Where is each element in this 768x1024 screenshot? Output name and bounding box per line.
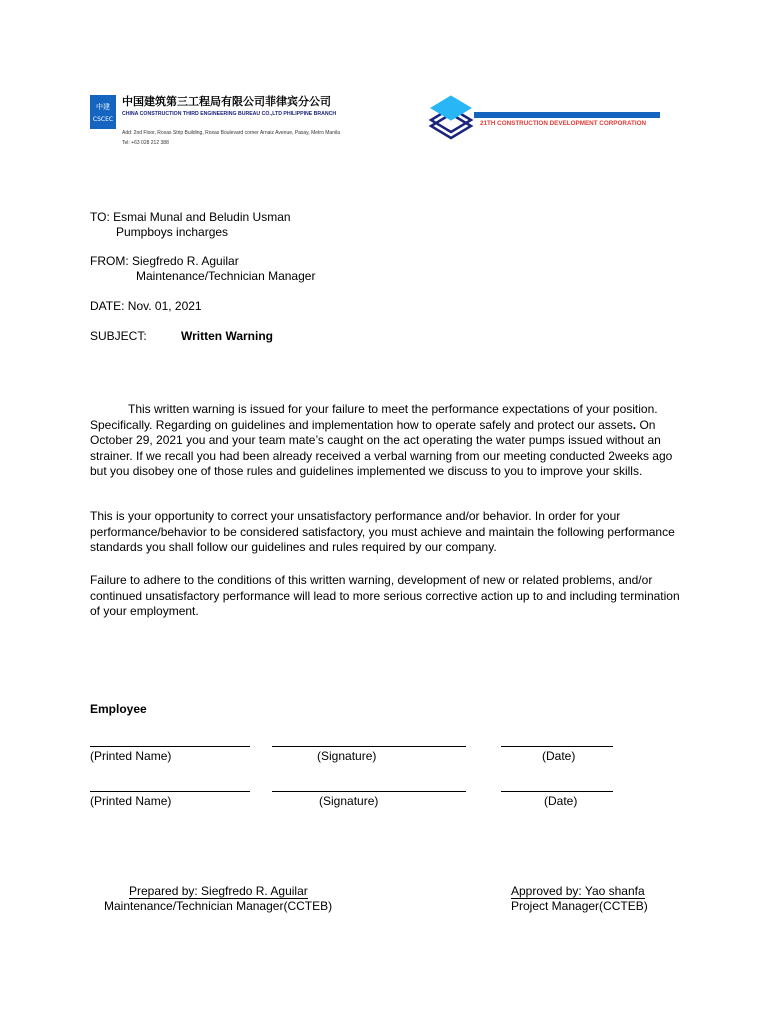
company-cn-title: 中国建筑第三工程局有限公司菲律宾分公司 [122,96,331,108]
subject-value: Written Warning [181,329,273,343]
approved-by [511,883,645,899]
to-role: Pumpboys incharges [116,225,229,239]
printed-name-label-2: (Printed Name) [90,794,172,808]
printed-name-line-1 [90,746,250,747]
company-tel: Tel: +63 028 212 388 [122,140,169,146]
approved-role: Project Manager(CCTEB) [511,899,648,913]
subject-label: SUBJECT: [90,329,147,343]
date-line-1 [501,746,613,747]
prepared-by [129,883,308,899]
date-label-2: (Date) [544,794,578,808]
signature-line-1 [272,746,466,747]
date-label-1: (Date) [542,749,576,763]
company-en-title: CHINA CONSTRUCTION THIRD ENGINEERING BUREAU CO.,LTD PHILIPPINE BRANCH [122,111,337,117]
svg-text:中建: 中建 [96,103,110,111]
date-line: DATE: Nov. 01, 2021 [90,299,202,313]
employee-section-title: Employee [90,702,147,716]
body-paragraph-3: Failure to adhere to the conditions of this written warning, development of new or related problems, and/or continued unsatisfactory performance will lead to more serious corrective action up to and including termination of your employment. [90,573,680,618]
prepared-role: Maintenance/Technician Manager(CCTEB) [104,899,333,913]
prepared-by-text: Prepared by: Siegfredo R. Aguilar [129,884,308,898]
body-paragraph-1 [90,402,690,480]
printed-name-line-2 [90,791,250,792]
company-address: Add: 2nd Floor, Roxas Strip Building, Roxas Boulevard corner Arnaiz Avenue, Pasay, Metro Manila [122,130,340,136]
signature-line-2 [272,791,466,792]
from-role: Maintenance/Technician Manager [136,269,316,283]
signature-label-2: (Signature) [319,794,379,808]
signature-label-1: (Signature) [317,749,377,763]
to-line: TO: Esmai Munal and Beludin Usman [90,210,291,224]
svg-text:CSCEC: CSCEC [92,116,114,123]
from-line: FROM: Siegfredo R. Aguilar [90,254,239,268]
body-paragraph-1-text: This written warning is issued for your failure to meet the performance expectations of your position. Specifically. Regarding on guidelines and implementation how to operate safely and protect our assets [90,402,658,432]
printed-name-label-1: (Printed Name) [90,749,172,763]
letterhead [88,92,673,154]
body-paragraph-2: This is your opportunity to correct your unsatisfactory performance and/or behavior. In order for your performance/behavior to be considered satisfactory, you must achieve and maintain the following performance standards you shall follow our guidelines and rules required by our company. [90,509,675,554]
body-paragraph-1-rest: On October 29, 2021 you and your team mate’s caught on the act operating the water pumps issued without an strainer. If we recall you had been already received a verbal warning from our meeting conducted 2weeks ago but you disobey one of those rules and guidelines implemented we discuss to you to improve your skills. [90,417,673,478]
body-paragraph-1-period: . [632,417,637,432]
cscec-logo [90,95,116,129]
21th-logo [426,94,476,146]
21th-logo-blue-bar [474,112,660,118]
21th-company-name: 21TH CONSTRUCTION DEVELOPMENT CORPORATION [480,120,647,127]
approved-by-text: Approved by: Yao shanfa [511,884,645,898]
date-line-2 [501,791,613,792]
